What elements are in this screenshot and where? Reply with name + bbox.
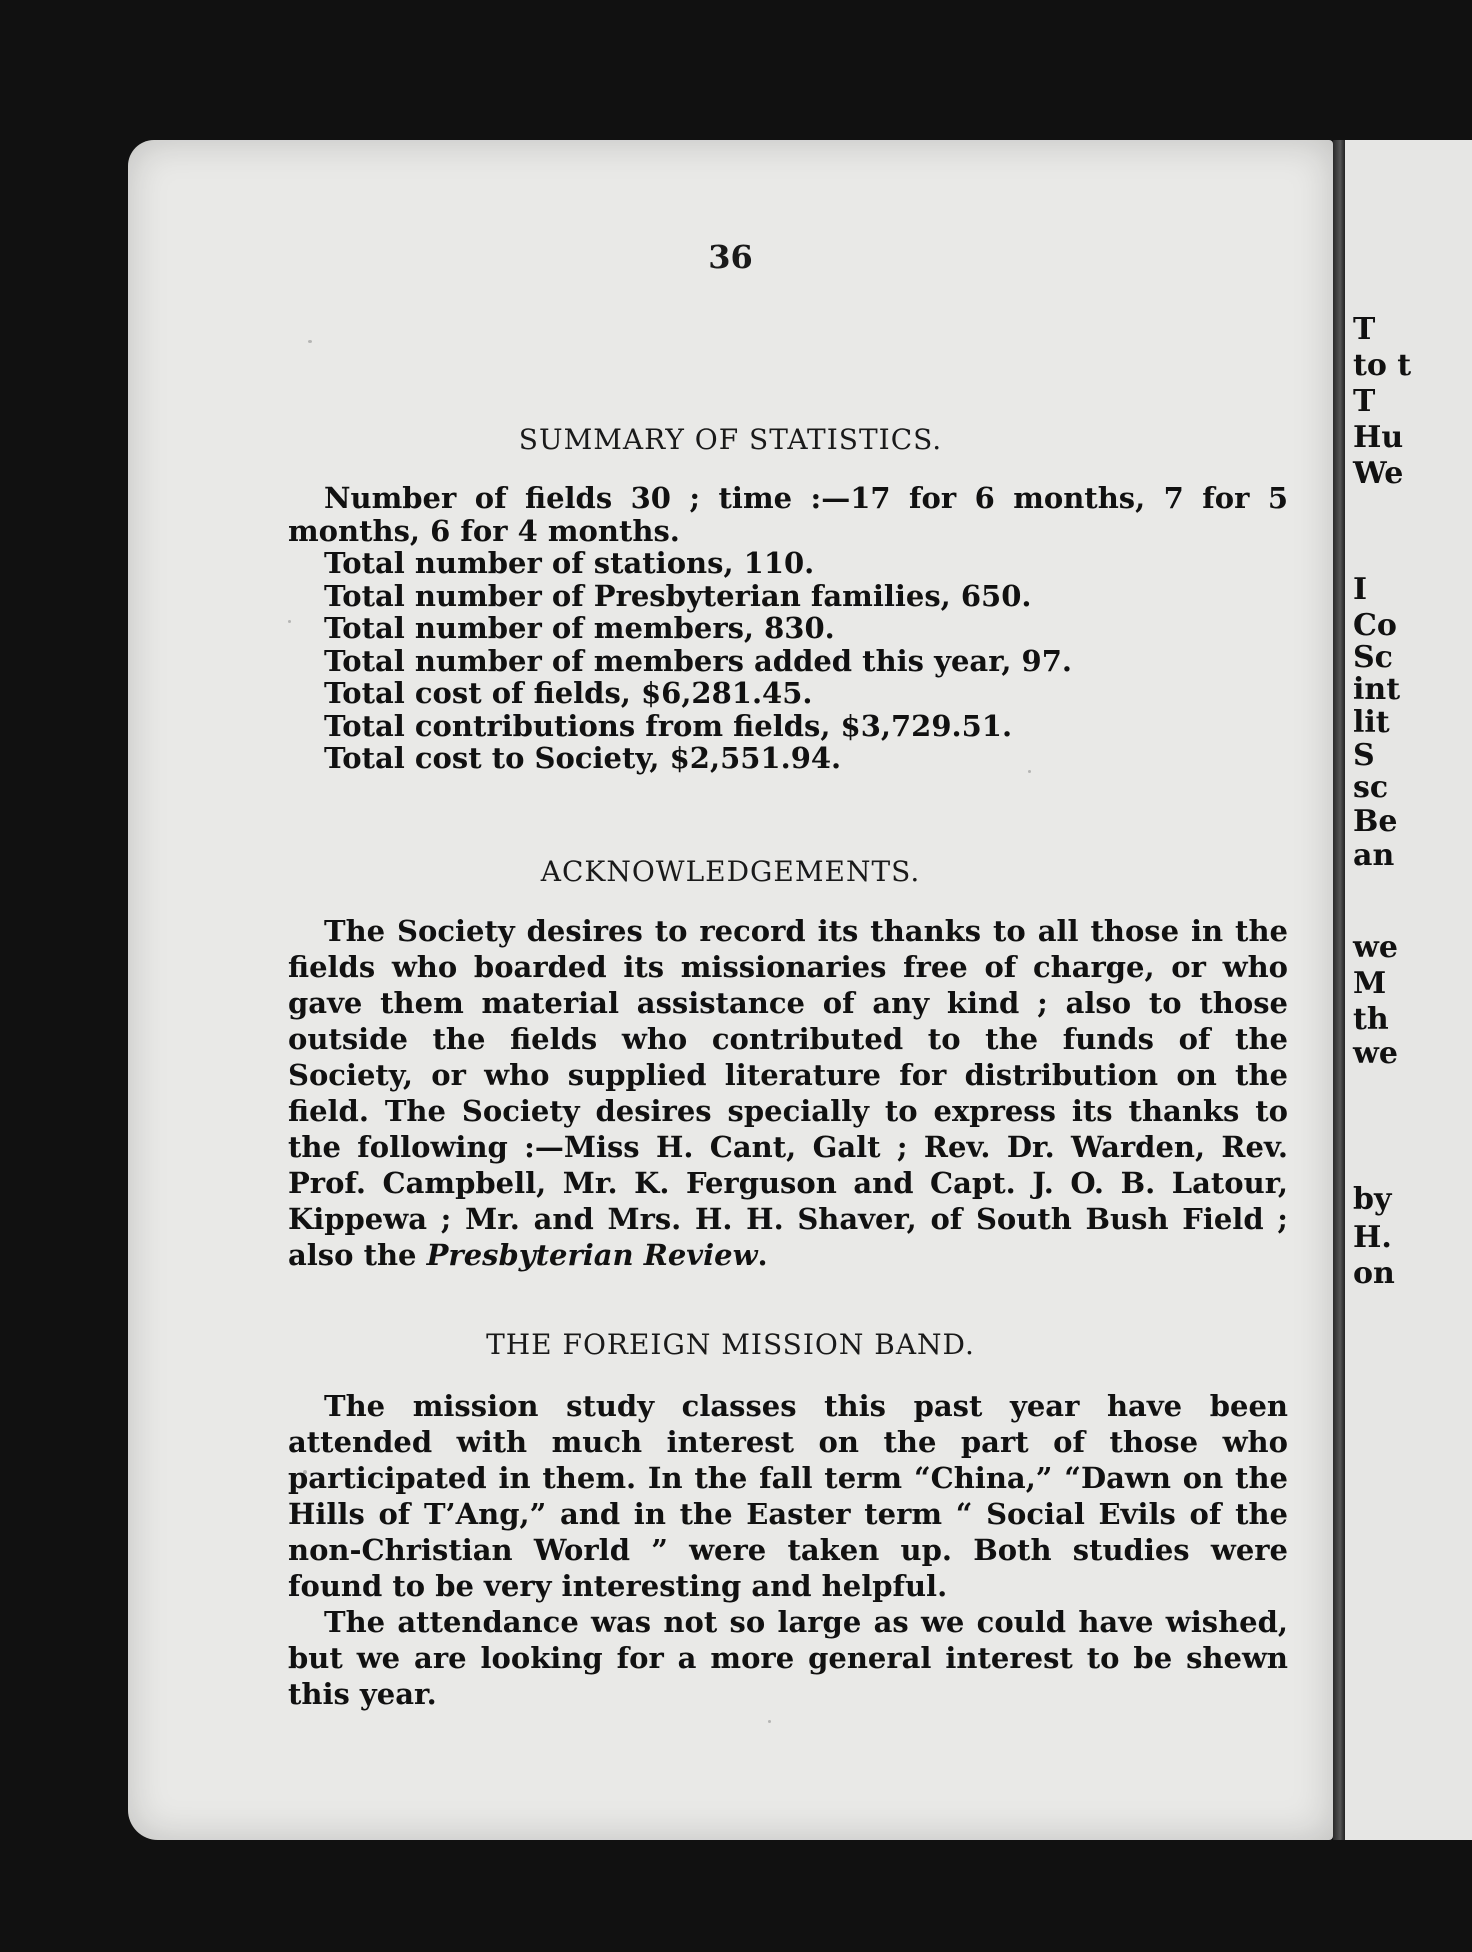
summary-line: Total number of stations, 110.	[324, 546, 815, 580]
scan-speck	[303, 1470, 307, 1474]
facing-text-fragment: S	[1353, 738, 1375, 773]
acknowledgements-end: .	[757, 1238, 768, 1272]
facing-text-fragment: sc	[1353, 770, 1389, 805]
facing-text-fragment: T	[1353, 384, 1376, 419]
summary-line: Total cost of fields, $6,281.45.	[324, 676, 813, 710]
foreign-mission-paragraph-2: The attendance was not so large as we could have wished, but we are looking for a more general interest to be shewn this year.	[288, 1605, 1288, 1711]
acknowledgements-text: The Society desires to record its thanks to all those in the fields who boarded its missionaries free of charge, or who gave them material assistance of any kind ; also to those outside the fields who contributed to the funds of the Society, or who supplied literature for distribution on the field. The Society desires specially to express its thanks to the following :—Miss H. Cant, Galt ; Rev. Dr. Warden, Rev. Prof. Campbell, Mr. K. Ferguson and Capt. J. O. B. Latour, Kippewa ; Mr. and Mrs. H. H. Shaver, of South Bush Field ; also the	[288, 914, 1288, 1272]
scan-speck	[288, 620, 291, 623]
facing-text-fragment: we	[1353, 930, 1398, 965]
document-page	[128, 140, 1333, 1840]
facing-text-fragment: th	[1353, 1002, 1389, 1037]
page-number: 36	[708, 238, 753, 276]
facing-text-fragment: H.	[1353, 1220, 1392, 1255]
facing-text-fragment: Hu	[1353, 420, 1404, 455]
scan-speck	[1028, 770, 1031, 773]
facing-text-fragment: Co	[1353, 608, 1397, 643]
facing-text-fragment: I	[1353, 572, 1368, 607]
scan-speck	[768, 1720, 771, 1723]
facing-text-fragment: on	[1353, 1256, 1395, 1291]
facing-text-fragment: Sc	[1353, 640, 1393, 675]
facing-text-fragment: to t	[1353, 348, 1412, 383]
facing-text-fragment: lit	[1353, 705, 1390, 740]
foreign-mission-text	[288, 1388, 1288, 1712]
summary-line: Total number of members, 830.	[324, 611, 835, 645]
acknowledgements-heading: ACKNOWLEDGEMENTS.	[540, 855, 921, 888]
summary-line: Total cost to Society, $2,551.94.	[324, 741, 842, 775]
summary-first-line: Number of fields 30 ; time :—17 for 6 months, 7 for 5 months, 6 for 4 months.	[288, 481, 1288, 548]
facing-text-fragment: by	[1353, 1182, 1392, 1217]
publication-title: Presbyterian Review	[426, 1238, 758, 1272]
facing-text-fragment: int	[1353, 672, 1401, 707]
acknowledgements-paragraph	[288, 913, 1288, 1273]
facing-text-fragment: we	[1353, 1036, 1398, 1071]
facing-page	[1345, 140, 1472, 1840]
facing-text-fragment: Be	[1353, 804, 1398, 839]
foreign-mission-heading: THE FOREIGN MISSION BAND.	[486, 1328, 975, 1361]
facing-text-fragment: We	[1353, 456, 1404, 491]
summary-heading: SUMMARY OF STATISTICS.	[518, 423, 943, 456]
scan-speck	[308, 340, 312, 343]
summary-line: Total number of members added this year, 97.	[324, 643, 1073, 678]
summary-line: Total contributions from fields, $3,729.51.	[324, 708, 1013, 743]
summary-statistics	[288, 482, 1288, 775]
foreign-mission-paragraph-1: The mission study classes this past year have been attended with much interest on the part of those who participated in them. In the fall term “China,” “Dawn on the Hills of T’Ang,” and in the Easter term “ Social Evils of the non-Christian World ” were taken up. Both studies were found to be very interesting and helpful.	[288, 1389, 1288, 1603]
facing-text-fragment: M	[1353, 966, 1387, 1001]
facing-text-fragment: an	[1353, 838, 1395, 873]
facing-text-fragment: T	[1353, 312, 1376, 347]
book-gutter	[1333, 140, 1345, 1840]
summary-line: Total number of Presbyterian families, 650.	[324, 578, 1032, 613]
